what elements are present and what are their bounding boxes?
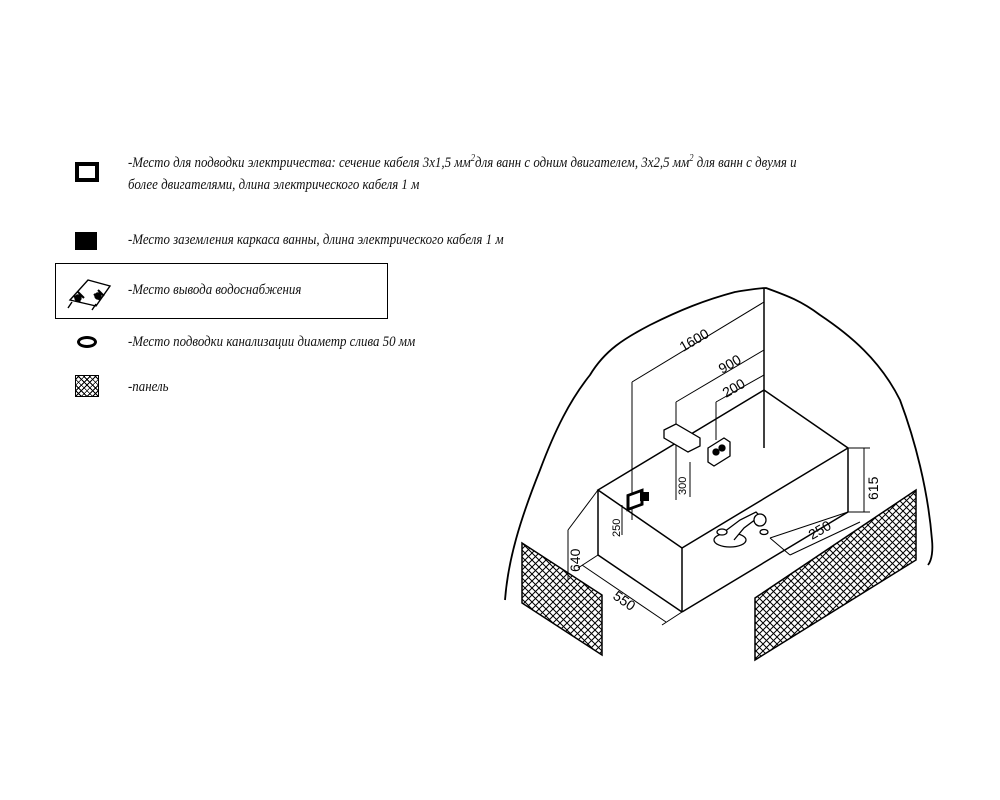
front-panel xyxy=(755,490,916,660)
dim-water-spacing: 200 xyxy=(719,375,748,401)
legend-electric: -Место для подводки электричества: сечение кабеля 3х1,5 $мм^2для$ ванн с одним двигателем, 3х2,5 $мм^2$ для ванн с двумя и более двигателями, длина электрического кабеля 1 м xyxy=(128,153,797,193)
dim-tub-height-left: 640 xyxy=(567,548,583,572)
electric-outlet-marker xyxy=(628,490,649,509)
dim-tub-width: 550 xyxy=(610,587,639,614)
dim-water-offset: 900 xyxy=(715,351,744,377)
tub-faucet xyxy=(714,512,768,547)
legend-ground: -Место заземления каркаса ванны, длина электрического кабеля 1 м xyxy=(128,232,504,248)
legend-drain: -Место подводки канализации диаметр слива 50 мм xyxy=(128,334,416,350)
dim-drain-offset: 250 xyxy=(805,517,834,543)
dim-water-height: 300 xyxy=(677,476,689,495)
dim-electric-height: 250 xyxy=(611,518,623,537)
dim-length: 1600 xyxy=(676,325,712,355)
legend-water: -Место вывода водоснабжения xyxy=(128,282,302,298)
legend-panel: -панель xyxy=(128,379,169,395)
dim-tub-height-right: 615 xyxy=(865,476,881,500)
